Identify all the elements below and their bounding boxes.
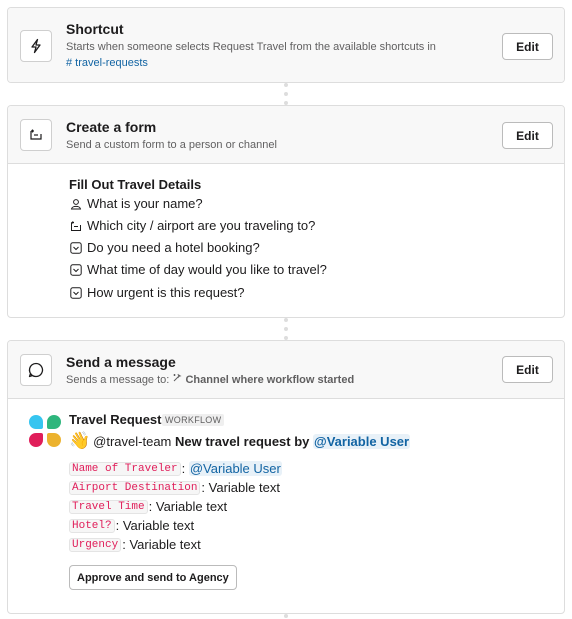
variable-value: @Variable User — [189, 461, 281, 476]
form-field-label: How urgent is this request? — [87, 285, 245, 300]
text-field-icon — [69, 219, 83, 233]
variable-value: Variable text — [208, 480, 280, 495]
variable-name: Travel Time — [69, 500, 148, 514]
person-icon — [69, 197, 83, 211]
form-preview — [8, 164, 564, 318]
message-variable-row: Urgency : Variable text — [69, 537, 201, 552]
app-name: Travel Request — [69, 412, 162, 427]
user-mention: @Variable User — [314, 433, 410, 449]
approve-button[interactable]: Approve and send to Agency — [69, 565, 237, 590]
shortcut-step-card — [7, 7, 565, 83]
headline-text: New travel request by — [175, 433, 310, 449]
lightning-icon — [20, 30, 52, 62]
message-destination: Channel where workflow started — [185, 374, 355, 386]
variable-name: Name of Traveler — [69, 462, 181, 476]
variable-value: Variable text — [155, 499, 228, 514]
message-variable-row: Hotel? : Variable text — [69, 518, 194, 533]
form-field — [69, 262, 327, 277]
step-description-text: Starts when someone selects Request Travel from the available shortcuts in — [66, 41, 436, 53]
message-variable-row: Name of Traveler : @Variable User — [69, 461, 282, 476]
variable-name: Urgency — [69, 538, 121, 552]
form-field-label: What is your name? — [87, 196, 203, 211]
step-description-text: Sends a message to: — [66, 374, 170, 386]
app-logo-icon — [29, 415, 63, 449]
message-step-header — [8, 341, 564, 399]
edit-shortcut-button[interactable]: Edit — [502, 33, 553, 60]
variable-value: Variable text — [129, 537, 201, 552]
message-variable-row: Airport Destination : Variable text — [69, 480, 280, 495]
variable-value: Variable text — [122, 518, 195, 533]
message-headline — [69, 431, 410, 451]
form-field — [69, 240, 260, 255]
form-field-label: Which city / airport are you traveling to? — [87, 218, 316, 233]
form-field-label: Do you need a hotel booking? — [87, 240, 260, 255]
channel-link[interactable]: # travel-requests — [66, 57, 148, 69]
step-connector — [284, 614, 288, 619]
dropdown-icon — [69, 241, 83, 255]
message-preview — [8, 399, 564, 607]
sparkle-icon — [172, 372, 182, 388]
variable-name: Airport Destination — [69, 481, 200, 495]
form-field — [69, 196, 203, 211]
message-bubble-icon — [20, 354, 52, 386]
form-title: Fill Out Travel Details — [69, 177, 202, 192]
form-icon — [20, 119, 52, 151]
form-step-header — [8, 106, 564, 164]
step-description — [66, 39, 436, 71]
dropdown-icon — [69, 263, 83, 277]
step-title: Shortcut — [66, 21, 124, 37]
message-variable-row: Travel Time : Variable text — [69, 499, 227, 514]
step-connector — [284, 318, 288, 340]
form-field — [69, 218, 315, 233]
edit-form-button[interactable]: Edit — [502, 122, 553, 149]
edit-message-button[interactable]: Edit — [502, 356, 553, 383]
message-step-card — [7, 340, 565, 614]
step-title: Send a message — [66, 354, 176, 370]
variable-name: Hotel? — [69, 519, 115, 533]
step-title: Create a form — [66, 119, 157, 135]
step-connector — [284, 83, 288, 105]
step-description — [66, 372, 354, 388]
dropdown-icon — [69, 286, 83, 300]
step-description: Send a custom form to a person or channel — [66, 139, 277, 151]
form-field-label: What time of day would you like to travel? — [87, 262, 327, 277]
form-step-card — [7, 105, 565, 318]
shortcut-step-header — [8, 8, 564, 83]
form-field — [69, 285, 245, 300]
workflow-badge: WORKFLOW — [162, 414, 224, 426]
team-mention: @travel-team — [93, 433, 172, 449]
waving-hand-icon: 👋 — [69, 431, 91, 450]
